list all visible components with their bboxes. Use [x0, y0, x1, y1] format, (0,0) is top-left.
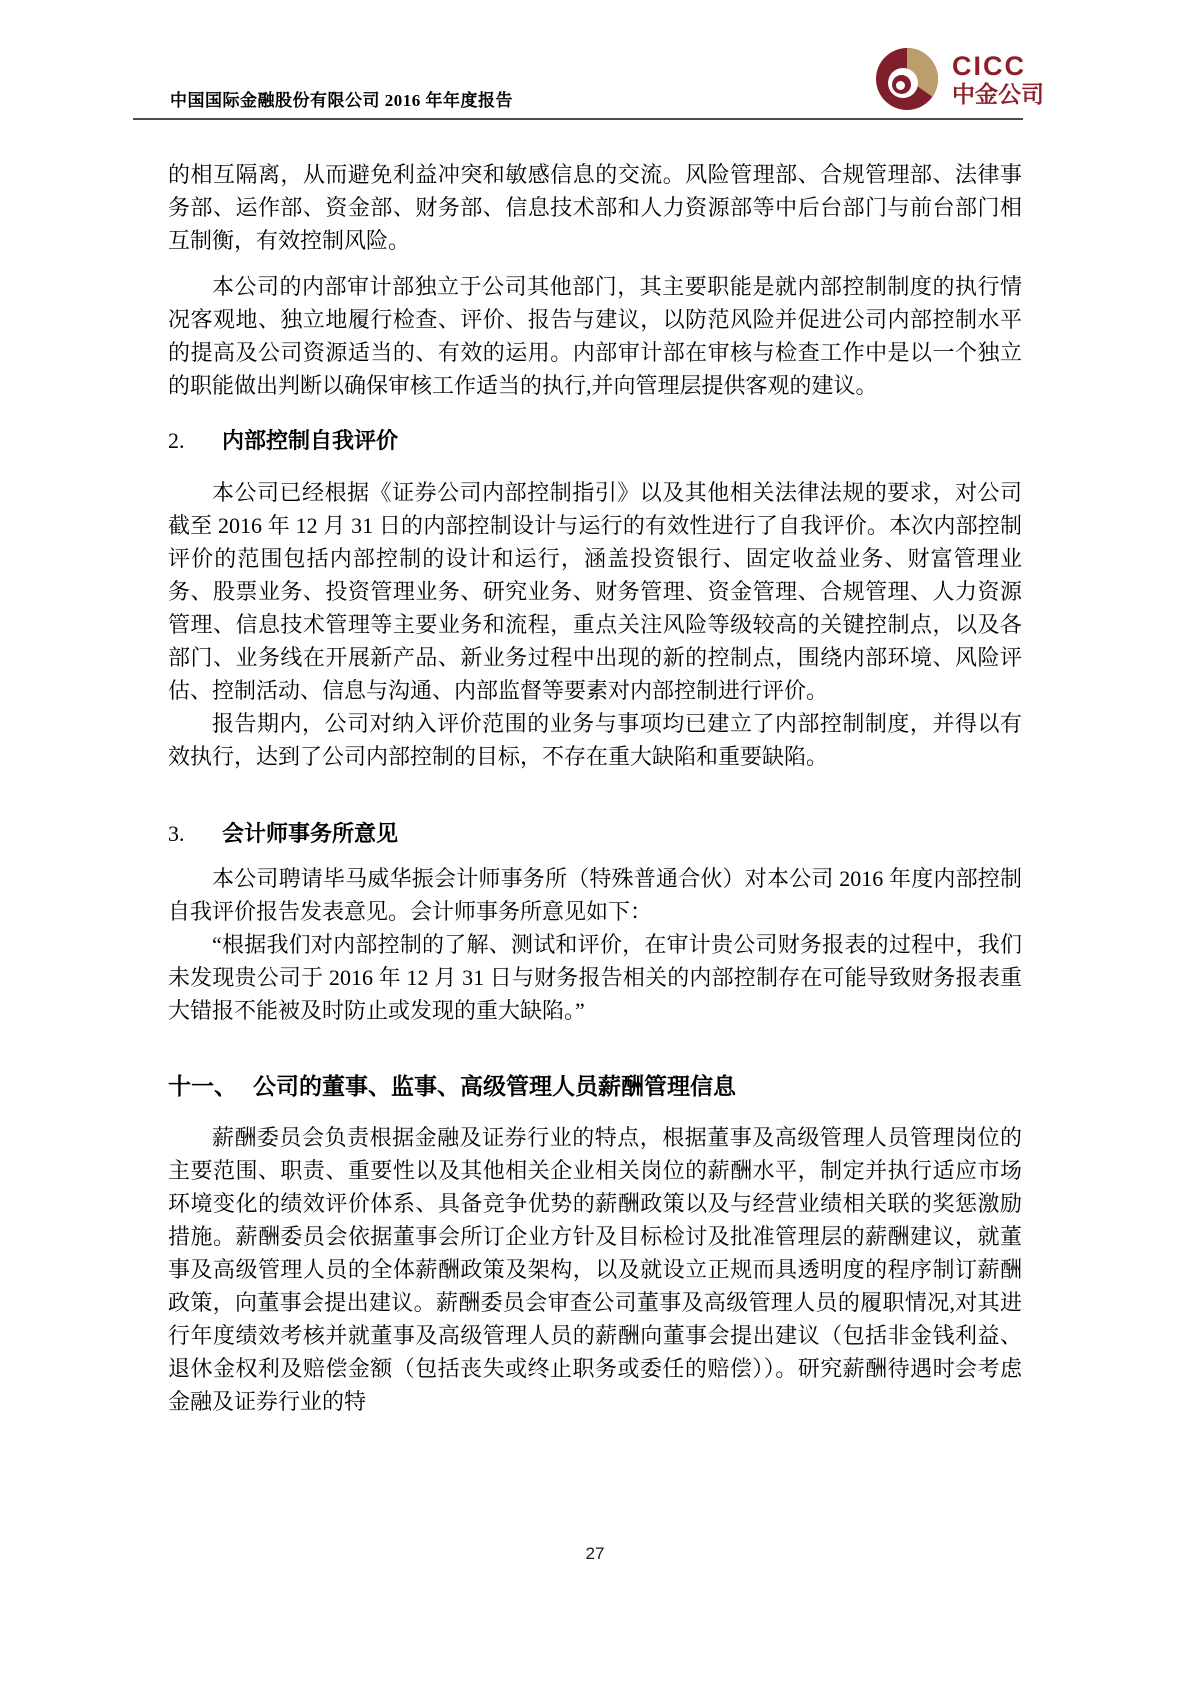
page-number: 27	[585, 1544, 605, 1563]
section-title: 会计师事务所意见	[222, 821, 399, 846]
page-footer	[0, 1544, 1190, 1564]
cicc-logo-text-zh: 中金公司	[952, 81, 1044, 107]
paragraph-continuation: 的相互隔离，从而避免利益冲突和敏感信息的交流。风险管理部、合规管理部、法律事务部、运作部、资金部、财务部、信息技术部和人力资源部等中后台部门与前台部门相互制衡，有效控制风险。	[168, 162, 1022, 253]
paragraph-self-evaluation-conclusion: 报告期内，公司对纳入评价范围的业务与事项均已建立了内部控制制度，并得以有效执行，达到了公司内部控制的目标，不存在重大缺陷和重要缺陷。	[168, 711, 1022, 769]
chapter-heading-remuneration	[168, 1069, 1022, 1105]
paragraph-auditor-engagement: 本公司聘请毕马威华振会计师事务所（特殊普通合伙）对本公司 2016 年度内部控制自我评价报告发表意见。会计师事务所意见如下：	[168, 866, 1022, 924]
cicc-logo-text-en: CICC	[952, 50, 1026, 81]
section-heading-auditor-opinion	[168, 817, 1022, 850]
paragraph-auditor-quote: “根据我们对内部控制的了解、测试和评价，在审计贵公司财务报表的过程中，我们未发现贵公司于 2016 年 12 月 31 日与财务报告相关的内部控制存在可能导致财务报表重大错报不能被及时防止或发现的重大缺陷。”	[168, 932, 1022, 1023]
section-heading-self-evaluation	[168, 424, 1022, 457]
cicc-logo-icon	[876, 48, 938, 110]
cicc-logo	[876, 48, 1044, 110]
paragraph-self-evaluation-scope: 本公司已经根据《证券公司内部控制指引》以及其他相关法律法规的要求，对公司截至 2016 年 12 月 31 日的内部控制设计与运行的有效性进行了自我评价。本次内部控制评价的范围包括内部控制的设计和运行，涵盖投资银行、固定收益业务、财富管理业务、股票业务、投资管理业务、研究业务、财务管理、资金管理、合规管理、人力资源管理、信息技术管理等主要业务和流程，重点关注风险等级较高的关键控制点，以及各部门、业务线在开展新产品、新业务过程中出现的新的控制点，围绕内部环境、风险评估、控制活动、信息与沟通、内部监督等要素对内部控制进行评价。	[168, 480, 1022, 703]
section-number: 2.	[168, 428, 185, 453]
chapter-title: 公司的董事、监事、高级管理人员薪酬管理信息	[253, 1074, 736, 1099]
chapter-number: 十一、	[168, 1074, 237, 1099]
header-divider	[133, 118, 1023, 120]
report-title: 中国国际金融股份有限公司 2016 年年度报告	[170, 91, 513, 110]
paragraph-remuneration-committee: 薪酬委员会负责根据金融及证券行业的特点，根据董事及高级管理人员管理岗位的主要范围、职责、重要性以及其他相关企业相关岗位的薪酬水平，制定并执行适应市场环境变化的绩效评价体系、具备竞争优势的薪酬政策以及与经营业绩相关联的奖惩激励措施。薪酬委员会依据董事会所订企业方针及目标检讨及批准管理层的薪酬建议，就董事及高级管理人员的全体薪酬政策及架构，以及就设立正规而具透明度的程序制订薪酬政策，向董事会提出建议。薪酬委员会审查公司董事及高级管理人员的履职情况,对其进行年度绩效考核并就董事及高级管理人员的薪酬向董事会提出建议（包括非金钱利益、退休金权利及赔偿金额（包括丧失或终止职务或委任的赔偿））。研究薪酬待遇时会考虑金融及证券行业的特	[168, 1125, 1022, 1414]
section-title: 内部控制自我评价	[222, 428, 399, 453]
cicc-logo-wordmark	[952, 50, 1044, 107]
paragraph-internal-audit: 本公司的内部审计部独立于公司其他部门，其主要职能是就内部控制制度的执行情况客观地、独立地履行检查、评价、报告与建议，以防范风险并促进公司内部控制水平的提高及公司资源适当的、有效的运用。内部审计部在审核与检查工作中是以一个独立的职能做出判断以确保审核工作适当的执行,并向管理层提供客观的建议。	[168, 274, 1022, 398]
section-number: 3.	[168, 821, 185, 846]
page-body	[168, 158, 1022, 1418]
